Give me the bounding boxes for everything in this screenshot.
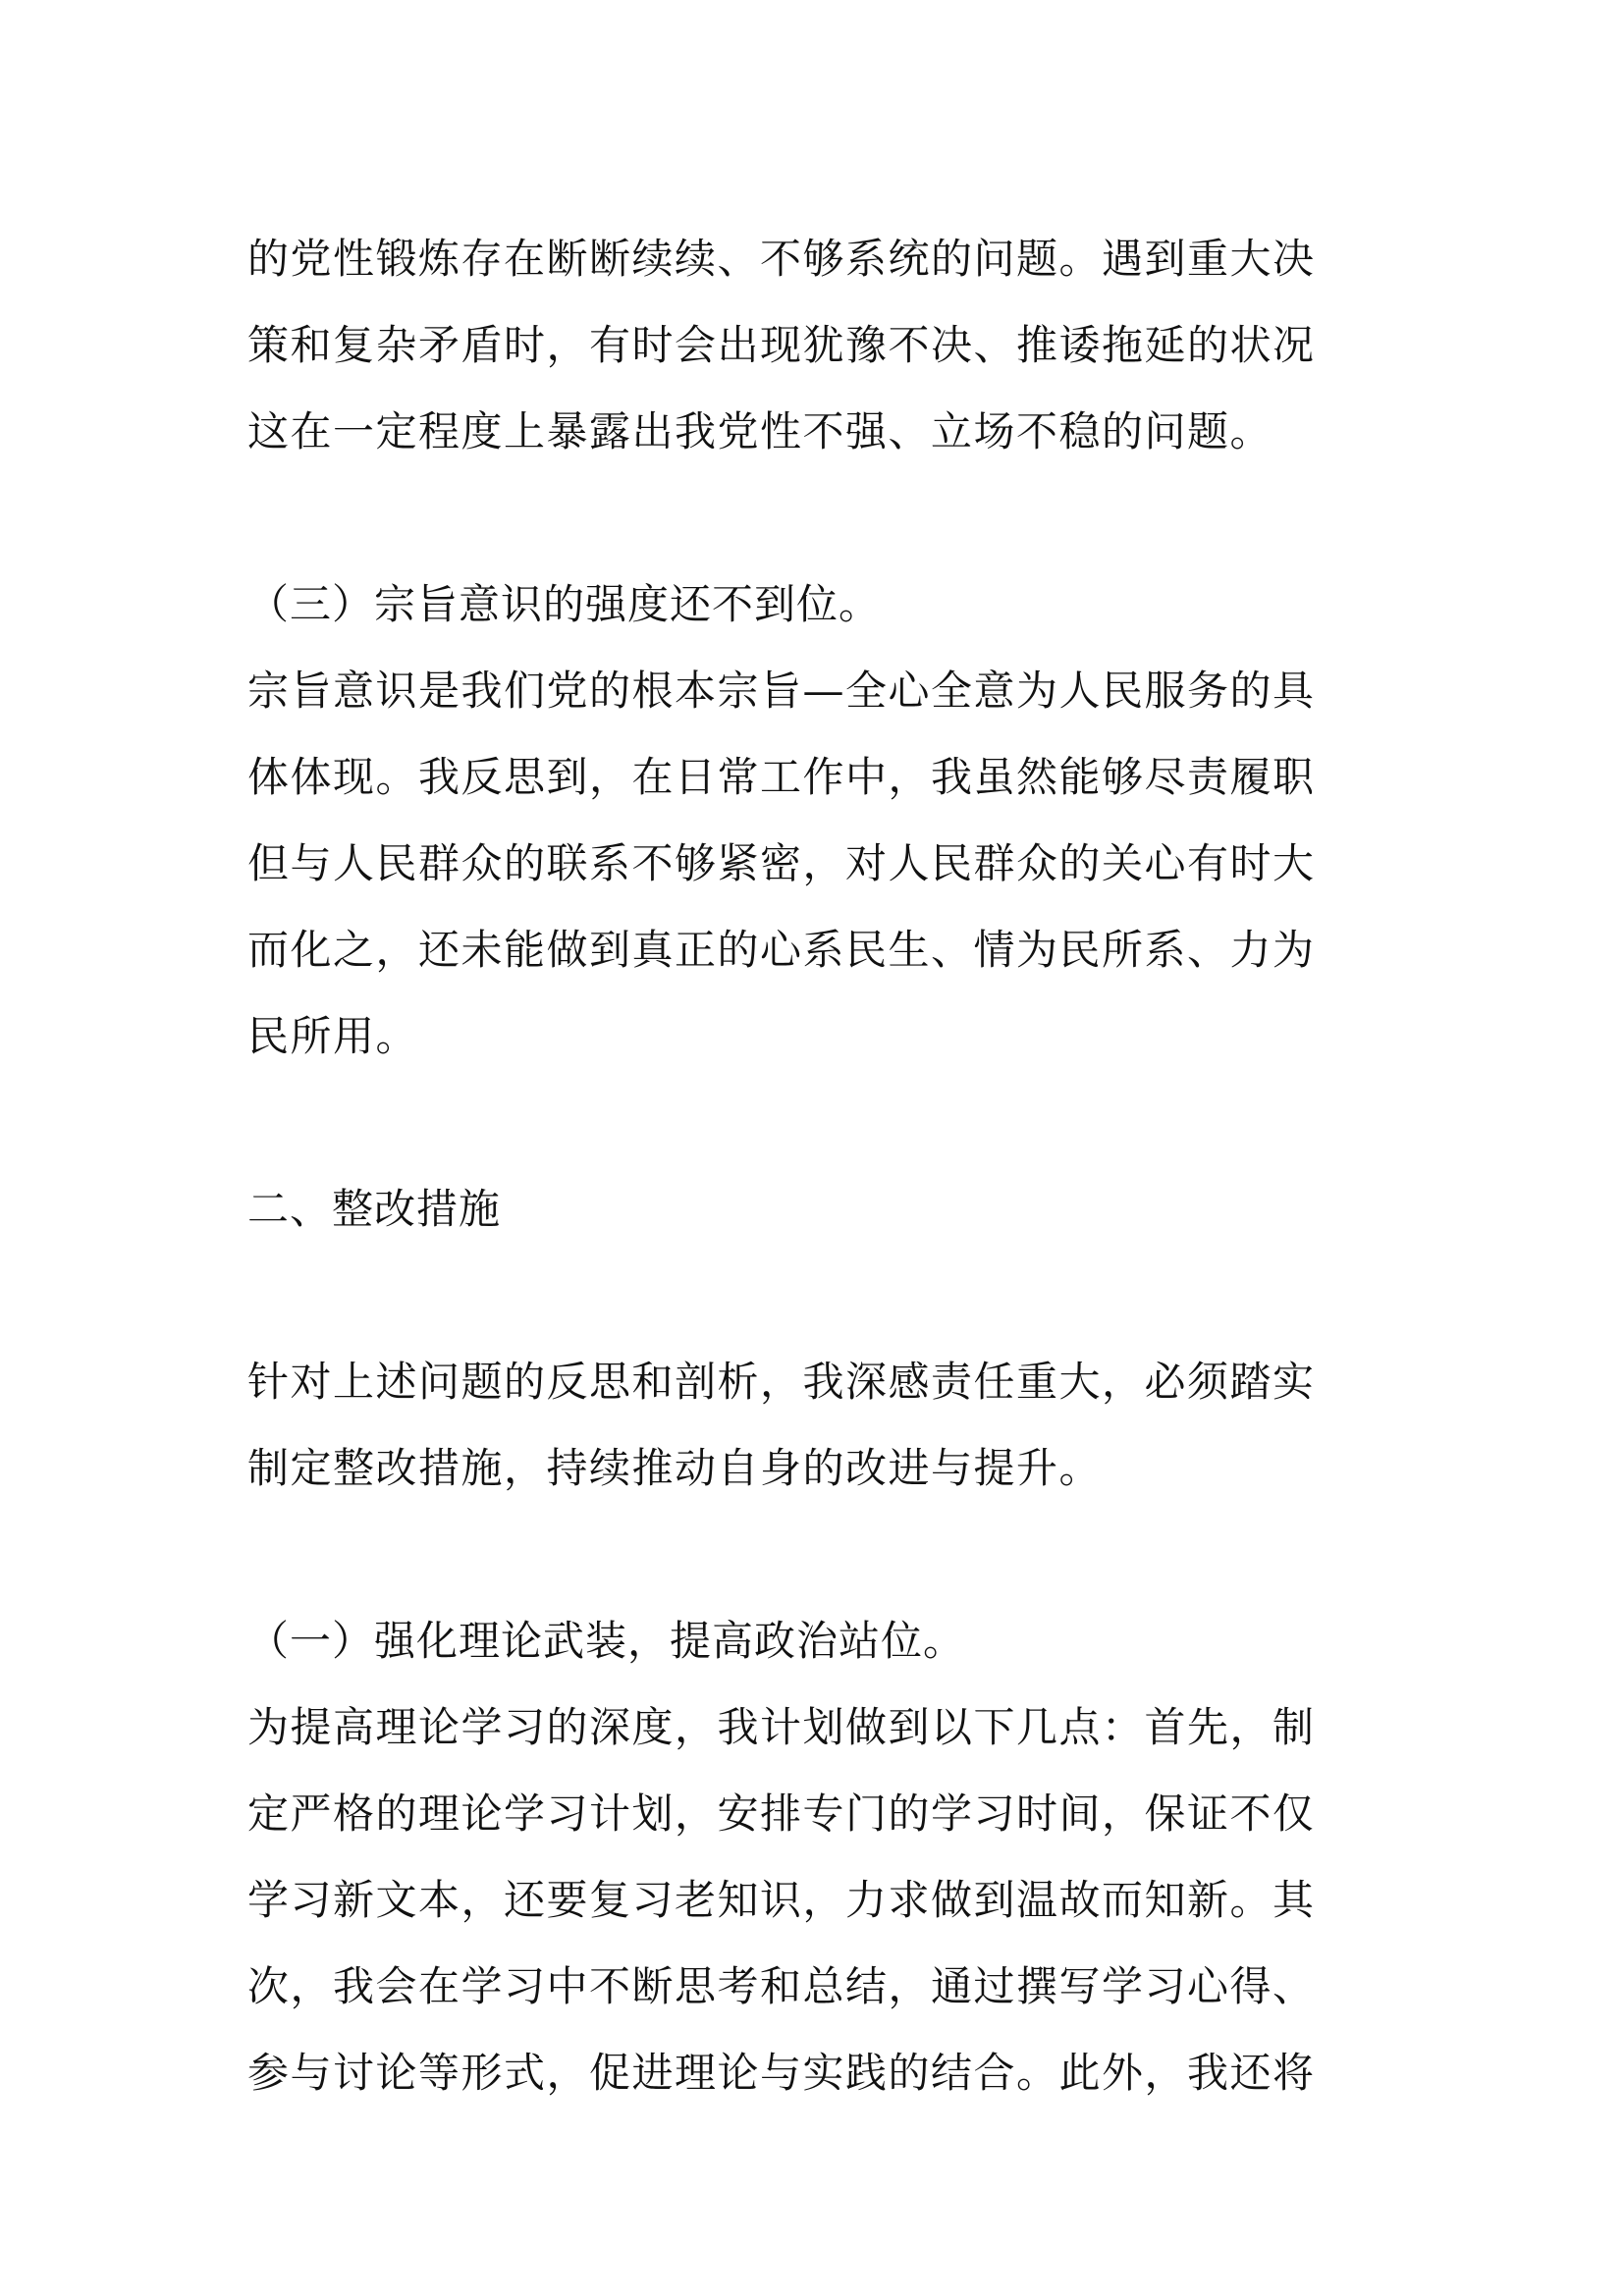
section-heading: （三）宗旨意识的强度还不到位。 [247, 580, 882, 628]
section-heading: 二、整改措施 [247, 1185, 502, 1233]
paragraph-line: 学习新文本，还要复习老知识，力求做到温故而知新。其 [247, 1876, 1316, 1924]
paragraph-line: 而化之，还未能做到真正的心系民生、情为民所系、力为 [247, 926, 1316, 974]
paragraph-line: 这在一定程度上暴露出我党性不强、立场不稳的问题。 [247, 407, 1273, 455]
paragraph-line: 次，我会在学习中不断思考和总结，通过撰写学习心得、 [247, 1962, 1316, 2010]
paragraph-line: 民所用。 [247, 1012, 419, 1060]
paragraph-line: 参与讨论等形式，促进理论与实践的结合。此外，我还将 [247, 2049, 1316, 2097]
paragraph-line: 策和复杂矛盾时，有时会出现犹豫不决、推诿拖延的状况 [247, 321, 1316, 369]
section-heading: （一）强化理论武装，提高政治站位。 [247, 1617, 966, 1665]
paragraph-line: 针对上述问题的反思和剖析，我深感责任重大，必须踏实 [247, 1358, 1316, 1406]
paragraph-line: 宗旨意识是我们党的根本宗旨—全心全意为人民服务的具 [247, 667, 1316, 715]
paragraph-line: 为提高理论学习的深度，我计划做到以下几点：首先，制 [247, 1703, 1316, 1751]
paragraph-line: 的党性锻炼存在断断续续、不够系统的问题。遇到重大决 [247, 235, 1316, 283]
paragraph-line: 但与人民群众的联系不够紧密，对人民群众的关心有时大 [247, 839, 1316, 887]
paragraph-line: 体体现。我反思到，在日常工作中，我虽然能够尽责履职 [247, 753, 1316, 801]
paragraph-line: 制定整改措施，持续推动自身的改进与提升。 [247, 1444, 1103, 1492]
paragraph-line: 定严格的理论学习计划，安排专门的学习时间，保证不仅 [247, 1789, 1316, 1838]
